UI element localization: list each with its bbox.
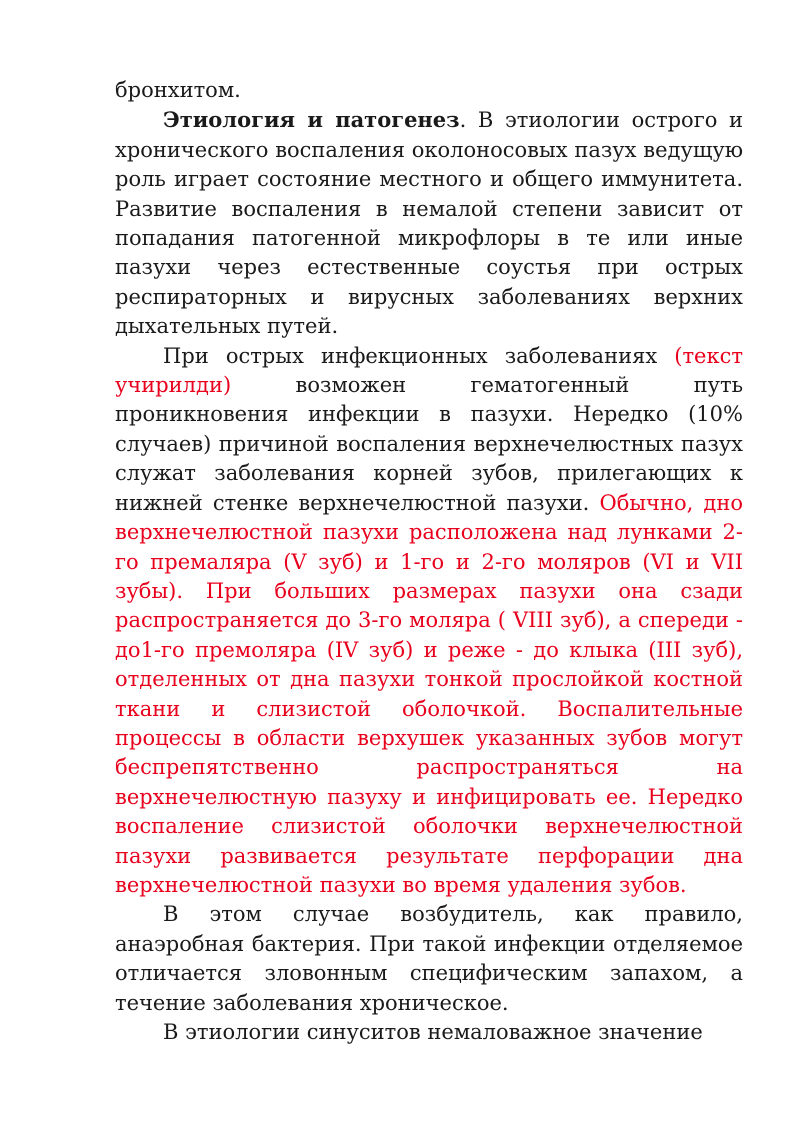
red-annotation-text: (текст учирилди) [115, 343, 743, 398]
document-page [115, 76, 743, 1047]
paragraph-text: возможен гематогенный путь проникновения инфекции в пазухи. Нередко (10% случаев) причиной воспаления верхнечелюстных пазух служат заболевания корней зубов, прилегающих к нижней стенке верхнечелюстной пазухи. [115, 373, 743, 515]
paragraph-text: В этиологии синуситов немаловажное значение [163, 1020, 703, 1044]
paragraph-infections [115, 342, 743, 901]
red-highlighted-text: Обычно, дно верхнечелюстной пазухи расположена над лунками 2-го премаляра (V зуб) и 1-го и 2-го моляров (VI и VII зубы). При больших размерах пазухи она сзади распространяется до 3-го моляра ( VIII зуб), а спереди - до1-го премоляра (IV зуб) и реже - до клыка (III зуб), отделенных от дна пазухи тонкой прослойкой костной ткани и слизистой оболочкой. Воспалительные процессы в области верхушек указанных зубов могут беспрепятственно распространяться на верхнечелюстную пазуху и инфицировать ее. Нередко воспаление слизистой оболочки верхнечелюстной пазухи развивается результате перфорации дна верхнечелюстной пазухи во время удаления зубов. [115, 490, 743, 897]
paragraph-text: В этом случае возбудитель, как правило, анаэробная бактерия. При такой инфекции отделяемое отличается зловонным специфическим запахом, а течение заболевания хроническое. [115, 902, 743, 1015]
paragraph-sinusitis [115, 1018, 743, 1047]
paragraph-text: бронхитом. [115, 78, 241, 102]
paragraph-etiology [115, 105, 743, 341]
section-heading: Этиология и патогенез [163, 107, 460, 133]
paragraph-text: . В этиологии острого и хронического воспаления околоносовых пазух ведущую роль играет состояние местного и общего иммунитета. Развитие воспаления в немалой степени зависит от попадания патогенной микрофлоры в те или иные пазухи через естественные соустья при острых респираторных и вирусных заболеваниях верхних дыхательных путей. [115, 108, 743, 339]
paragraph-anaerobic [115, 900, 743, 1018]
paragraph-continuation [115, 76, 743, 105]
paragraph-text: При острых инфекционных заболеваниях [163, 343, 675, 368]
